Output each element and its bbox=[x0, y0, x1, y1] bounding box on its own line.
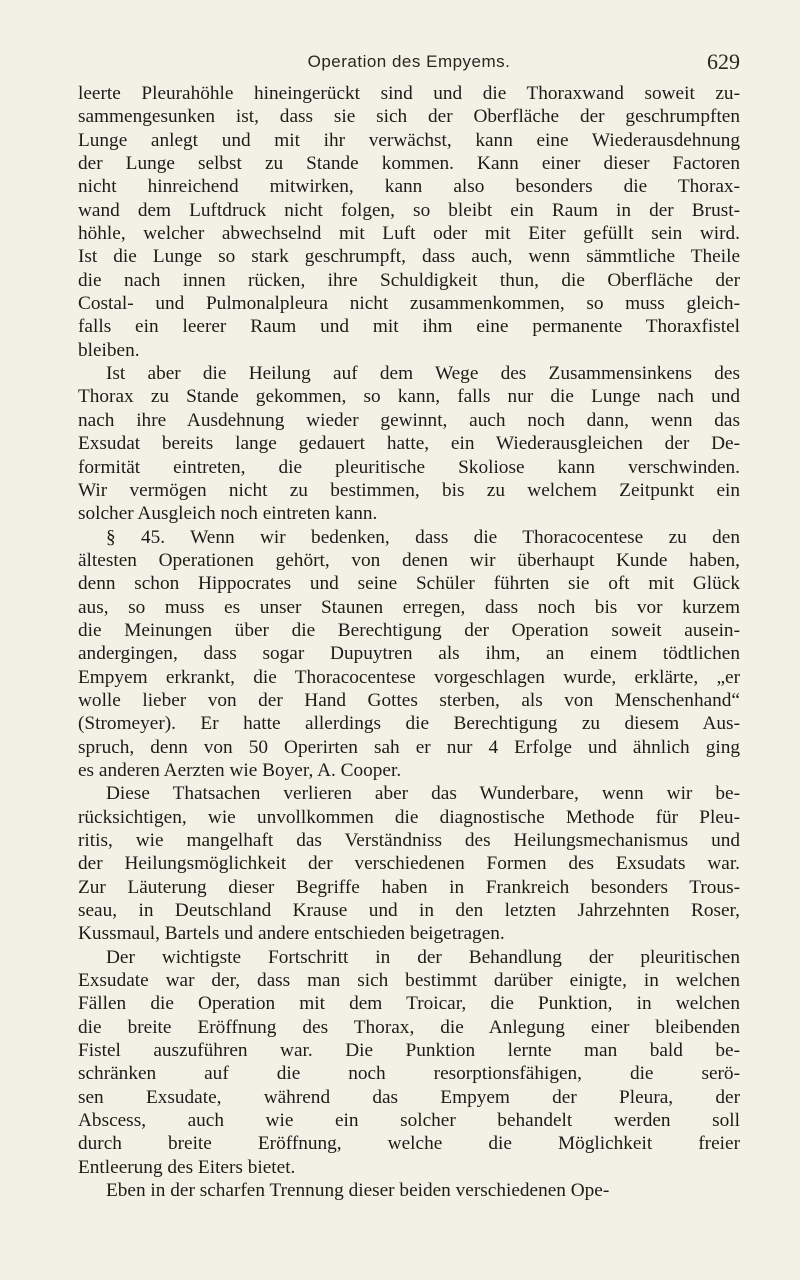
text-line: aus, so muss es unser Staunen erregen, dass noch bis vor kurzem bbox=[78, 596, 740, 618]
text-line: Abscess, auch wie ein solcher behandelt werden soll bbox=[78, 1110, 740, 1132]
text-line: Exsudate war der, dass man sich bestimmt darüber einigte, in welchen bbox=[78, 970, 740, 992]
text-line: Der wichtigste Fortschritt in der Behandlung der pleuritischen bbox=[106, 946, 740, 968]
text-line: durch breite Eröffnung, welche die Möglichkeit freier bbox=[78, 1133, 740, 1155]
text-line: Kussmaul, Bartels und andere entschieden beigetragen. bbox=[78, 923, 505, 945]
text-line: bleiben. bbox=[78, 339, 140, 361]
text-line: Fistel auszuführen war. Die Punktion lernte man bald be- bbox=[78, 1040, 740, 1062]
text-line: andergingen, dass sogar Dupuytren als ihm, an einem tödtlichen bbox=[78, 643, 740, 665]
text-line: die nach innen rücken, ihre Schuldigkeit thun, die Oberfläche der bbox=[78, 269, 740, 291]
running-title: Operation des Empyems. bbox=[307, 52, 511, 71]
text-line: Ist aber die Heilung auf dem Wege des Zusammensinkens des bbox=[106, 363, 740, 385]
text-line: falls ein leerer Raum und mit ihm eine permanente Thoraxfistel bbox=[78, 316, 740, 338]
text-line: wand dem Luftdruck nicht folgen, so bleibt ein Raum in der Brust- bbox=[78, 199, 740, 221]
text-line: ritis, wie mangelhaft das Verständniss des Heilungsmechanismus und bbox=[78, 830, 740, 851]
running-head bbox=[78, 49, 740, 80]
text-line: Lunge anlegt und mit ihr verwächst, kann eine Wiederausdehnung bbox=[78, 129, 740, 151]
text-line: ältesten Operationen gehört, von denen wir überhaupt Kunde haben, bbox=[78, 549, 740, 571]
text-line: Wir vermögen nicht zu bestimmen, bis zu welchem Zeitpunkt ein bbox=[78, 479, 740, 501]
text-line: (Stromeyer). Er hatte allerdings die Berechtigung zu diesem Aus- bbox=[78, 713, 740, 735]
text-line: es anderen Aerzten wie Boyer, A. Cooper. bbox=[78, 759, 402, 781]
text-line: sammengesunken ist, dass sie sich der Oberfläche der geschrumpften bbox=[78, 106, 740, 128]
text-line: der Heilungsmöglichkeit der verschiedenen Formen des Exsudats war. bbox=[78, 853, 740, 875]
text-line: leerte Pleurahöhle hineingerückt sind und die Thoraxwand soweit zu- bbox=[78, 83, 740, 104]
text-line: seau, in Deutschland Krause und in den letzten Jahrzehnten Roser, bbox=[78, 900, 740, 922]
text-line: Ist die Lunge so stark geschrumpft, dass auch, wenn sämmtliche Theile bbox=[78, 246, 740, 268]
text-line: Zur Läuterung dieser Begriffe haben in Frankreich besonders Trous- bbox=[78, 876, 740, 898]
text-line: Costal- und Pulmonalpleura nicht zusammenkommen, so muss gleich- bbox=[78, 293, 740, 315]
text-line: Entleerung des Eiters bietet. bbox=[78, 1156, 296, 1178]
text-line: die Meinungen über die Berechtigung der Operation soweit ausein- bbox=[78, 619, 740, 641]
text-line: Empyem erkrankt, die Thoracocentese vorgeschlagen wurde, erklärte, „er bbox=[78, 666, 740, 688]
text-line: formität eintreten, die pleuritische Skoliose kann verschwinden. bbox=[78, 456, 740, 478]
text-line: Thorax zu Stande gekommen, so kann, falls nur die Lunge nach und bbox=[78, 386, 740, 408]
text-line: wolle lieber von der Hand Gottes sterben, als von Menschenhand“ bbox=[78, 689, 740, 711]
text-line: § 45. Wenn wir bedenken, dass die Thoracocentese zu den bbox=[106, 526, 740, 548]
text-line: nicht hinreichend mitwirken, kann also besonders die Thorax- bbox=[78, 176, 740, 198]
text-line: Diese Thatsachen verlieren aber das Wunderbare, wenn wir be- bbox=[106, 783, 740, 805]
text-line: solcher Ausgleich noch eintreten kann. bbox=[78, 503, 378, 525]
text-line: die breite Eröffnung des Thorax, die Anlegung einer bleibenden bbox=[78, 1016, 740, 1038]
text-line: denn schon Hippocrates und seine Schüler führten sie oft mit Glück bbox=[78, 573, 740, 595]
page-number: 629 bbox=[707, 49, 740, 74]
body-text bbox=[78, 82, 740, 1203]
text-line: der Lunge selbst zu Stande kommen. Kann einer dieser Factoren bbox=[78, 153, 740, 175]
text-line: rücksichtigen, wie unvollkommen die diagnostische Methode für Pleu- bbox=[78, 806, 740, 828]
text-line: sen Exsudate, während das Empyem der Pleura, der bbox=[78, 1086, 740, 1108]
text-line: schränken auf die noch resorptionsfähigen, die serö- bbox=[78, 1063, 740, 1085]
text-line: nach ihre Ausdehnung wieder gewinnt, auch noch dann, wenn das bbox=[78, 409, 740, 431]
text-line: Fällen die Operation mit dem Troicar, die Punktion, in welchen bbox=[78, 993, 740, 1015]
text-line: spruch, denn von 50 Operirten sah er nur 4 Erfolge und ähnlich ging bbox=[78, 736, 740, 758]
text-line: Exsudat bereits lange gedauert hatte, ein Wiederausgleichen der De- bbox=[78, 433, 740, 455]
text-line: Eben in der scharfen Trennung dieser beiden verschiedenen Ope- bbox=[106, 1180, 610, 1202]
text-line: höhle, welcher abwechselnd mit Luft oder mit Eiter gefüllt sein wird. bbox=[78, 223, 740, 245]
